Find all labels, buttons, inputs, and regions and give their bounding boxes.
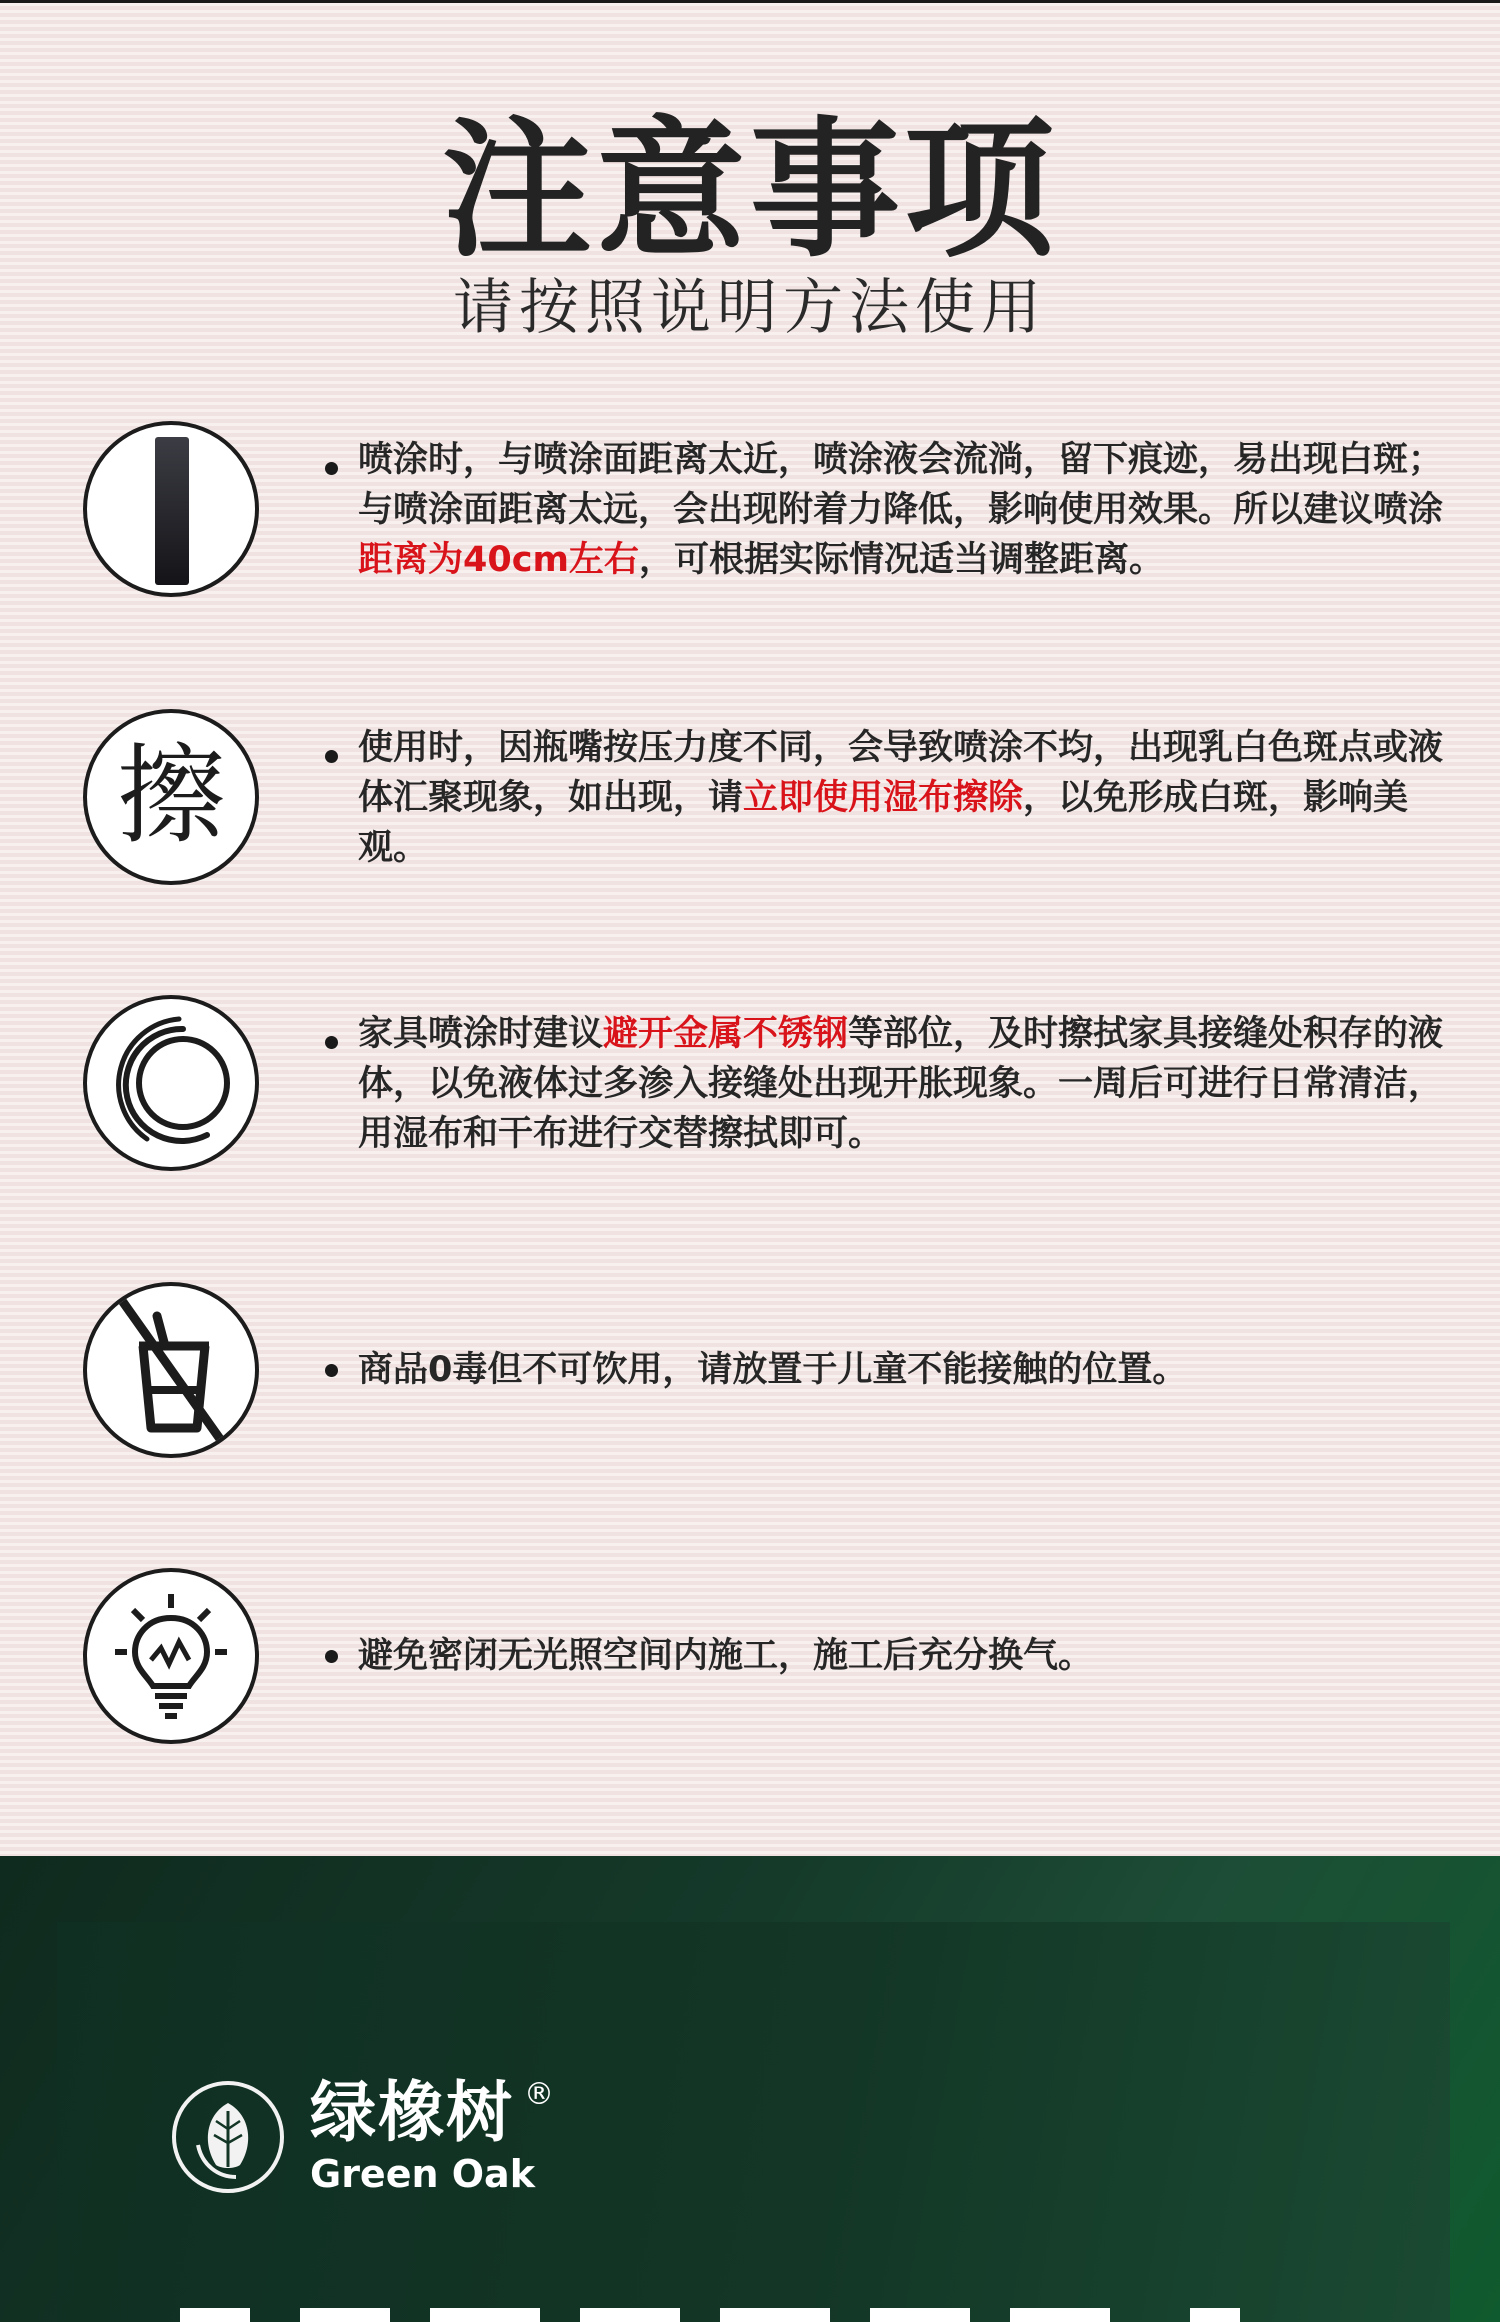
notice-text: 商品0毒但不可饮用，请放置于儿童不能接触的位置。 [358, 1350, 1188, 1390]
page-title: 注意事项 [441, 104, 1058, 278]
page-subtitle: 请按照说明方法使用 [453, 273, 1047, 343]
registered-mark: ® [524, 2077, 554, 2112]
notice-text: 家具喷涂时建议避开金属不锈钢等部位，及时擦拭家具接缝处积存的液体，以免液体过多渗入接缝处出现开胀现象。一周后可进行日常清洁，用湿布和干布进行交替擦拭即可。 [358, 1014, 1444, 1154]
brand-name-en: Green Oak [310, 2152, 535, 2196]
notice-text: 使用时，因瓶嘴按压力度不同，会导致喷涂不均，出现乳白色斑点或液体汇聚现象，如出现，请立即使用湿布擦除，以免形成白斑，影响美观。 [358, 728, 1444, 868]
ring-icon [83, 995, 259, 1171]
bullet-dot [325, 1650, 338, 1663]
notice-text: 喷涂时，与喷涂面距离太近，喷涂液会流淌，留下痕迹，易出现白斑；与喷涂面距离太远，会出现附着力降低，影响使用效果。所以建议喷涂距离为40cm左右，可根据实际情况适当调整距离。 [358, 440, 1444, 580]
spray-distance-icon [83, 421, 259, 597]
bullet-dot [325, 1036, 338, 1049]
brand-name-cn: 绿橡树 [310, 2074, 514, 2151]
no-drinking-icon [83, 1282, 259, 1458]
highlight-text: 距离为40cm左右 [358, 540, 639, 580]
bullet-dot [325, 1364, 338, 1377]
highlight-text: 避开金属不锈钢 [603, 1014, 849, 1054]
notice-text: 避免密闭无光照空间内施工，施工后充分换气。 [358, 1636, 1094, 1676]
leaf-logo-icon [172, 2081, 284, 2193]
highlight-text: 立即使用湿布擦除 [743, 778, 1024, 818]
cropped-heading-remnant [180, 2304, 1380, 2322]
bullet-dot [325, 750, 338, 763]
bullet-dot [325, 462, 338, 475]
wipe-icon-glyph: 擦 [116, 734, 225, 859]
light-bulb-icon [83, 1568, 259, 1744]
wipe-icon [83, 709, 259, 885]
